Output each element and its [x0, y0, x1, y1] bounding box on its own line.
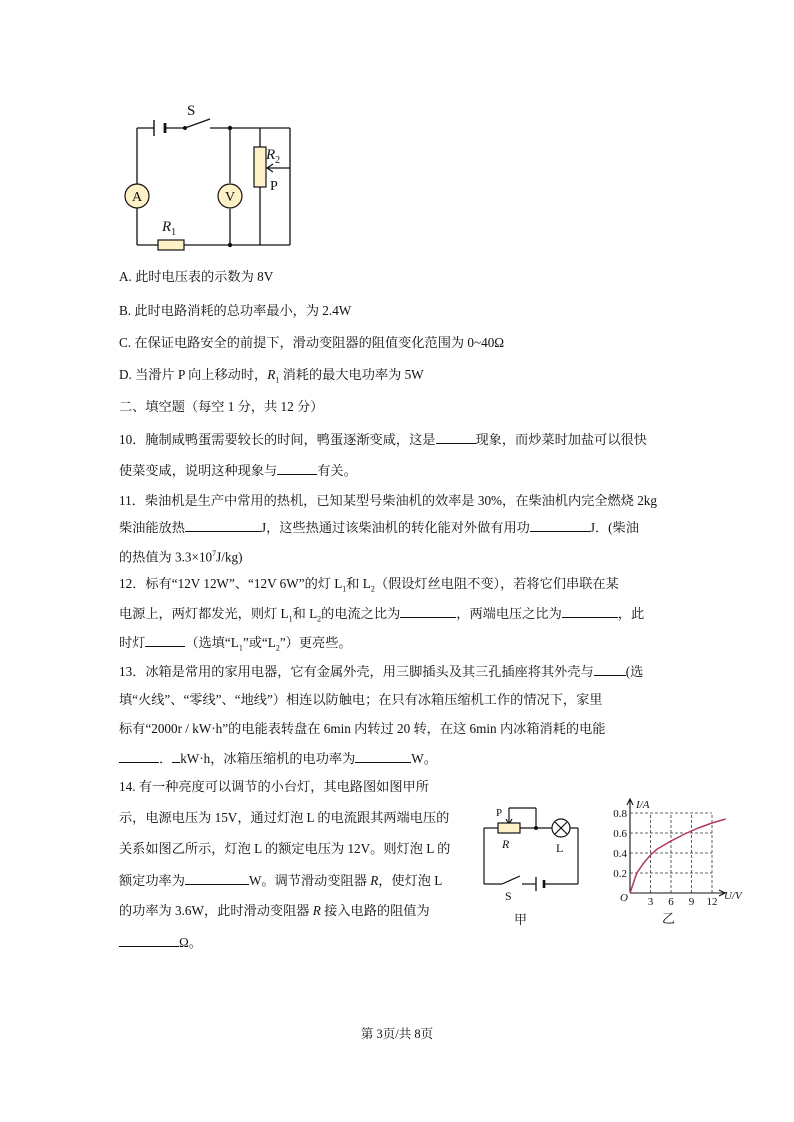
voltmeter-label: V	[224, 190, 236, 205]
q13-line4: ． kW·h，冰箱压缩机的电功率为 W。	[119, 749, 437, 768]
answer-blank	[172, 749, 180, 763]
answer-blank	[145, 633, 185, 647]
figure-caption-jia: 甲	[514, 912, 528, 927]
lamp-symbol	[552, 819, 570, 837]
y-axis-label: I/A	[636, 799, 650, 811]
s-label: S	[505, 889, 512, 903]
resistor-r1	[158, 240, 184, 250]
x-tick-label: 3	[647, 896, 654, 908]
q13-line2: 填“火线”、“零线”、“地线”）相连以防触电；在只有冰箱压缩机工作的情况下，家里	[119, 692, 603, 707]
battery-symbol-2	[536, 877, 544, 891]
rheostat-r	[498, 823, 520, 833]
resistor-r2	[254, 147, 266, 187]
option-d: D. 当滑片 P 向上移动时，$R_1$ 消耗的最大电功率为 5W	[119, 367, 424, 385]
q11-line3: 的热值为 $3.3\times 10^7J/kg$)	[119, 549, 243, 565]
figure-caption-yi: 乙	[662, 911, 676, 926]
q14-line6: Ω。	[119, 933, 202, 952]
q12-line3: 时灯 （选填“$L_1$”或“$L_2$”）更亮些。	[119, 635, 352, 653]
r-label: R	[502, 837, 510, 851]
circuit-diagram-1	[110, 95, 310, 255]
p-label: P	[496, 807, 503, 819]
q10-line2: 使菜变咸，说明这种现象与 有关。	[119, 463, 357, 478]
battery-symbol	[154, 120, 165, 136]
q14-line3: 关系如图乙所示，灯泡 L 的额定电压为 12V。则灯泡 L 的	[119, 841, 451, 856]
answer-blank	[119, 933, 179, 947]
y-tick-label: 0.6	[613, 828, 627, 840]
q12-line2: 电源上，两灯都发光，则灯 $L_1$和 $L_2$的电流之比为 ，两端电压之比为 ，此	[119, 606, 645, 624]
answer-blank	[119, 749, 159, 763]
x-tick-label: 12	[706, 896, 718, 908]
section-heading: 二、填空题（每空 1 分，共 12 分）	[119, 399, 324, 414]
slider-label: P	[270, 179, 278, 194]
answer-blank	[185, 518, 261, 532]
q10-line1: 10．腌制咸鸭蛋需要较长的时间，鸭蛋逐渐变咸，这是 现象，而炒菜时加盐可以很快	[119, 432, 647, 447]
option-b: B. 此时电路消耗的总功率最小，为 2.4W	[119, 303, 352, 318]
x-tick-label: 6	[668, 896, 674, 908]
iv-curve	[630, 819, 726, 893]
answer-blank	[594, 662, 626, 676]
r1-label: $R_1$	[162, 219, 177, 238]
answer-blank	[530, 518, 590, 532]
q14-line4: 额定功率为 W。调节滑动变阻器 R，使灯泡 L	[119, 873, 443, 888]
l-label: L	[556, 841, 564, 855]
answer-blank	[355, 749, 411, 763]
q11-line2: 柴油能放热 J，这些热通过该柴油机的转化能对外做有用功 J．(柴油	[119, 520, 639, 535]
r2-label: $R_2$	[266, 147, 281, 166]
switch-label: S	[187, 103, 196, 119]
q12-line1: 12．标有“12V 12W”、“12V 6W”的灯 $L_1$和 $L_2$（假设灯丝电阻不变），若将它们串联在某	[119, 576, 619, 594]
y-tick-label: 0.4	[613, 848, 627, 860]
current-voltage-graph	[600, 795, 750, 930]
q13-line1: 13．冰箱是常用的家用电器，它有金属外壳，用三脚插头及其三孔插座将其外壳与 (选	[119, 664, 644, 679]
junction-node-top	[228, 126, 232, 130]
answer-blank	[562, 604, 618, 618]
option-c: C. 在保证电路安全的前提下，滑动变阻器的阻值变化范围为 0~40Ω	[119, 335, 505, 350]
origin-label: O	[620, 892, 628, 904]
x-tick-label: 9	[688, 896, 695, 908]
q13-line3: 标有“2000r / kW·h”的电能表转盘在 6min 内转过 20 转，在这 6min 内冰箱消耗的电能	[119, 721, 606, 736]
answer-blank	[185, 871, 249, 885]
q14-line5: 的功率为 3.6W，此时滑动变阻器 R 接入电路的阻值为	[119, 903, 430, 918]
x-axis-label: U/V	[724, 890, 742, 902]
y-tick-label: 0.2	[613, 868, 627, 880]
switch-pivot	[183, 126, 187, 130]
option-a: A. 此时电压表的示数为 8V	[119, 269, 274, 284]
answer-blank	[400, 604, 456, 618]
junction-node-bottom	[228, 243, 232, 247]
q11-line1: 11．柴油机是生产中常用的热机，已知某型号柴油机的效率是 30%，在柴油机内完全燃烧 2kg	[119, 493, 657, 508]
ammeter-label: A	[131, 190, 143, 205]
q14-line1: 14. 有一种亮度可以调节的小台灯，其电路图如图甲所	[119, 779, 429, 794]
circuit-diagram-2	[478, 800, 588, 930]
answer-blank	[436, 430, 476, 444]
q14-line2: 示，电源电压为 15V，通过灯泡 L 的电流跟其两端电压的	[119, 810, 450, 825]
page-footer: 第 3页/共 8页	[360, 1027, 434, 1041]
y-tick-label: 0.8	[613, 808, 627, 820]
graph-grid	[630, 813, 712, 893]
answer-blank	[277, 461, 317, 475]
